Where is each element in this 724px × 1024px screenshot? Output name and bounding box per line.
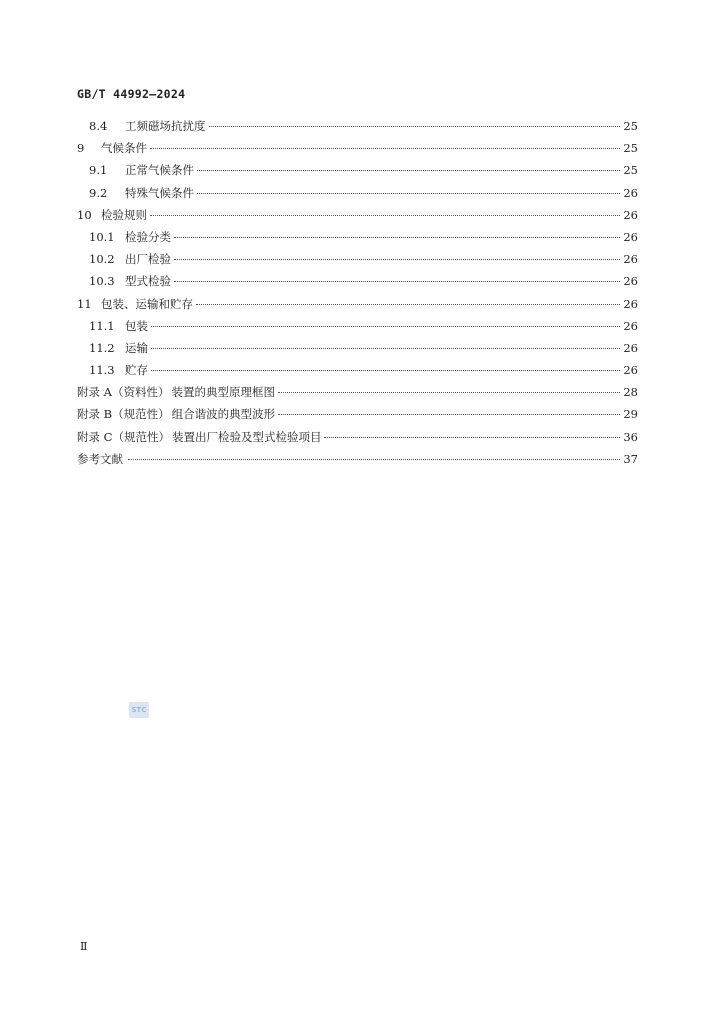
toc-title: 组合谐波的典型波形 — [171, 407, 276, 422]
toc-page-number: 36 — [623, 429, 638, 444]
toc-title: 装置的典型原理框图 — [171, 385, 275, 400]
toc-page-number: 26 — [623, 252, 638, 267]
toc-number: 10.2 — [89, 252, 115, 267]
toc-entry-annex-c[interactable] — [77, 429, 638, 451]
dot-leader — [174, 236, 620, 238]
toc-title: 运输 — [125, 340, 148, 355]
toc-title: 检验规则 — [101, 207, 147, 222]
toc-number: 参考文献 — [77, 451, 123, 466]
toc-page-number: 26 — [623, 207, 638, 222]
toc-page-number: 26 — [623, 340, 638, 355]
toc-page-number: 26 — [623, 296, 638, 311]
toc-page-number: 26 — [623, 318, 638, 333]
toc-entry[interactable] — [77, 140, 638, 162]
toc-number: 9 — [77, 141, 85, 156]
toc-title: 型式检验 — [125, 274, 171, 289]
toc-title: 包装、运输和贮存 — [101, 296, 193, 311]
toc-entry[interactable] — [77, 207, 638, 229]
toc-number: 9.2 — [89, 185, 108, 200]
toc-page-number: 26 — [623, 229, 638, 244]
toc-entry[interactable] — [77, 185, 638, 207]
toc-entry[interactable] — [77, 273, 638, 295]
dot-leader — [174, 258, 620, 260]
toc-number: 11 — [77, 296, 92, 311]
toc-page-number: 26 — [623, 274, 638, 289]
toc-number: 10 — [77, 207, 92, 222]
toc-entry[interactable] — [77, 229, 638, 251]
toc-title: 特殊气候条件 — [125, 185, 194, 200]
dot-leader — [151, 369, 620, 371]
toc-entry[interactable] — [77, 340, 638, 362]
toc-page-number: 28 — [623, 385, 638, 400]
toc-title: 包装 — [125, 318, 148, 333]
toc-number: 10.3 — [89, 274, 115, 289]
toc-number: 11.1 — [89, 318, 115, 333]
toc-entry[interactable] — [77, 296, 638, 318]
toc-number: 9.1 — [89, 163, 108, 178]
toc-title: 检验分类 — [125, 229, 171, 244]
toc-title: 工频磁场抗扰度 — [125, 119, 206, 133]
dot-leader — [128, 458, 620, 460]
table-of-contents — [77, 118, 638, 473]
dot-leader — [197, 169, 620, 171]
toc-page-number: 25 — [623, 163, 638, 178]
page-number-footer: Ⅱ — [80, 940, 88, 953]
toc-page-number: 26 — [623, 363, 638, 378]
toc-entry-bibliography[interactable] — [77, 451, 638, 473]
toc-number: 8.4 — [89, 119, 108, 133]
toc-entry[interactable] — [77, 118, 638, 140]
toc-title: 装置出厂检验及型式检验项目 — [171, 429, 322, 444]
dot-leader — [209, 125, 621, 127]
toc-title: 出厂检验 — [125, 252, 171, 267]
standard-code: GB/T 44992—2024 — [77, 87, 186, 101]
toc-number: 附录 B（规范性） — [77, 407, 170, 422]
dot-leader — [324, 436, 620, 438]
dot-leader — [151, 325, 620, 327]
toc-page-number: 37 — [623, 451, 638, 466]
toc-page-number: 25 — [623, 141, 638, 156]
toc-number: 10.1 — [89, 229, 115, 244]
toc-entry[interactable] — [77, 251, 638, 273]
dot-leader — [278, 391, 620, 393]
toc-entry-annex-b[interactable] — [77, 406, 638, 428]
dot-leader — [150, 214, 620, 216]
toc-page-number: 25 — [623, 119, 638, 133]
toc-number: 附录 C（规范性） — [77, 429, 170, 444]
dot-leader — [174, 280, 620, 282]
dot-leader — [197, 192, 620, 194]
toc-page-number: 26 — [623, 185, 638, 200]
toc-entry[interactable] — [77, 318, 638, 340]
toc-number: 11.2 — [89, 340, 115, 355]
toc-page-number: 29 — [623, 407, 638, 422]
toc-number: 11.3 — [89, 363, 115, 378]
toc-number: 附录 A（资料性） — [77, 385, 170, 400]
dot-leader — [151, 347, 620, 349]
dot-leader — [196, 303, 620, 305]
toc-title: 气候条件 — [101, 141, 147, 156]
toc-title: 贮存 — [125, 363, 148, 378]
dot-leader — [278, 413, 620, 415]
dot-leader — [150, 147, 620, 149]
toc-entry-annex-a[interactable] — [77, 384, 638, 406]
toc-entry[interactable] — [77, 162, 638, 184]
toc-title: 正常气候条件 — [125, 163, 194, 178]
toc-entry[interactable] — [77, 362, 638, 384]
watermark-logo: STC — [129, 702, 149, 718]
